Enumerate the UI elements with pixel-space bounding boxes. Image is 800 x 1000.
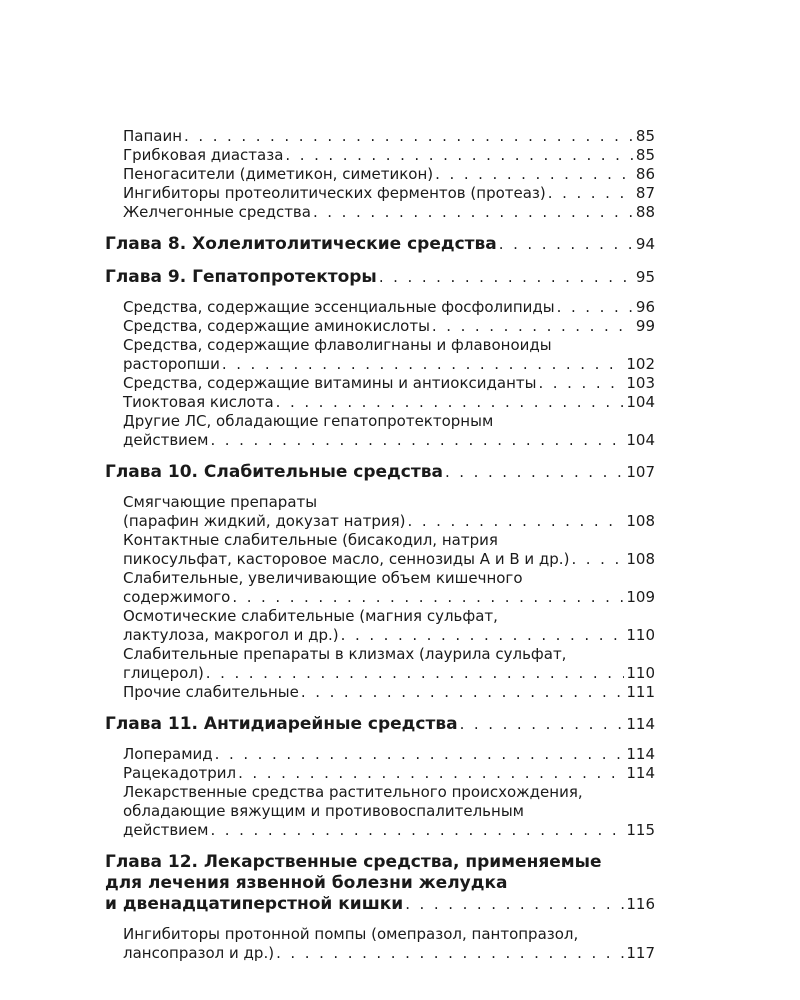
- toc-entry-title-line: Ингибиторы протонной помпы (омепразол, пантопразол,: [123, 925, 579, 943]
- toc-entry-title: расторопши: [123, 355, 220, 373]
- leader-dots: [341, 626, 625, 645]
- toc-entry[interactable]: [123, 493, 655, 531]
- toc-entry-page: 103: [626, 374, 655, 392]
- toc-entry-page: 108: [626, 550, 655, 568]
- toc-entry-title: действием: [123, 821, 209, 839]
- leader-dots: [301, 683, 624, 702]
- chapter-11-entries: [105, 745, 655, 840]
- toc-entry-title-line: обладающие вяжущим и противовоспалительным: [123, 802, 524, 820]
- toc-entry[interactable]: [123, 607, 655, 645]
- toc-entry-page: 85: [635, 146, 655, 164]
- chapter-title-line: Глава 12. Лекарственные средства, применяемые: [105, 852, 602, 872]
- table-of-contents: [105, 127, 655, 963]
- toc-entry-page: 99: [635, 317, 655, 335]
- toc-entry[interactable]: [123, 336, 655, 374]
- toc-entry[interactable]: [123, 764, 655, 783]
- chapter-7-tail: [105, 127, 655, 222]
- toc-entry-title: Тиоктовая кислота: [123, 393, 274, 411]
- chapter-title: Глава 10. Слабительные средства: [105, 462, 443, 482]
- toc-entry[interactable]: [123, 925, 655, 963]
- toc-entry-title-line: Слабительные, увеличивающие объем кишечного: [123, 569, 523, 587]
- chapter-11-heading[interactable]: [105, 714, 655, 735]
- chapter-title: Глава 11. Антидиарейные средства: [105, 714, 458, 734]
- toc-entry-page: 85: [635, 127, 655, 145]
- toc-entry[interactable]: [123, 298, 655, 317]
- toc-entry-page: 86: [635, 165, 655, 183]
- leader-dots: [222, 355, 625, 374]
- toc-entry-title: Пеногасители (диметикон, симетикон): [123, 165, 434, 183]
- chapter-page: 116: [626, 895, 655, 913]
- leader-dots: [379, 267, 634, 288]
- leader-dots: [499, 234, 634, 255]
- toc-entry-title: Рацекадотрил: [123, 764, 237, 782]
- toc-entry[interactable]: [123, 783, 655, 840]
- chapter-9-heading[interactable]: [105, 267, 655, 288]
- leader-dots: [548, 184, 634, 203]
- chapter-page: 95: [635, 268, 655, 286]
- toc-entry[interactable]: [123, 531, 655, 569]
- toc-entry-title-line: Контактные слабительные (бисакодил, натрия: [123, 531, 498, 549]
- chapter-12-entries: [105, 925, 655, 963]
- leader-dots: [538, 374, 624, 393]
- toc-entry-title-line: Смягчающие препараты: [123, 493, 318, 511]
- toc-entry-page: 111: [626, 683, 655, 701]
- toc-entry-title: лактулоза, макрогол и др.): [123, 626, 339, 644]
- leader-dots: [460, 714, 625, 735]
- toc-entry-title-line: Слабительные препараты в клизмах (лаурила сульфат,: [123, 645, 567, 663]
- toc-entry-page: 88: [635, 203, 655, 221]
- leader-dots: [432, 317, 634, 336]
- toc-entry-title: Средства, содержащие эссенциальные фосфолипиды: [123, 298, 555, 316]
- leader-dots: [407, 512, 624, 531]
- toc-entry[interactable]: [123, 165, 655, 184]
- chapter-9-entries: [105, 298, 655, 450]
- leader-dots: [445, 462, 624, 483]
- toc-entry-title: (парафин жидкий, докузат натрия): [123, 512, 406, 530]
- toc-entry-title-line: Другие ЛС, обладающие гепатопротекторным: [123, 412, 494, 430]
- toc-entry[interactable]: [123, 569, 655, 607]
- toc-entry-title: лансопразол и др.): [123, 944, 275, 962]
- toc-entry-page: 104: [626, 431, 655, 449]
- toc-entry[interactable]: [123, 317, 655, 336]
- toc-entry[interactable]: [123, 146, 655, 165]
- leader-dots: [571, 550, 624, 569]
- chapter-title-line: для лечения язвенной болезни желудка: [105, 873, 508, 893]
- toc-entry[interactable]: [123, 127, 655, 146]
- toc-entry[interactable]: [123, 412, 655, 450]
- toc-entry-page: 108: [626, 512, 655, 530]
- toc-entry[interactable]: [123, 683, 655, 702]
- toc-entry-title: Желчегонные средства: [123, 203, 311, 221]
- leader-dots: [557, 298, 634, 317]
- leader-dots: [184, 127, 634, 146]
- toc-entry-page: 115: [626, 821, 655, 839]
- chapter-8-heading[interactable]: [105, 234, 655, 255]
- chapter-page: 114: [626, 715, 655, 733]
- toc-entry-title: Грибковая диастаза: [123, 146, 284, 164]
- chapter-page: 94: [635, 235, 655, 253]
- toc-entry-page: 110: [626, 626, 655, 644]
- leader-dots: [276, 393, 625, 412]
- toc-entry-title: глицерол): [123, 664, 204, 682]
- leader-dots: [215, 745, 625, 764]
- leader-dots: [285, 146, 634, 165]
- toc-entry-title: Средства, содержащие витамины и антиоксиданты: [123, 374, 537, 392]
- toc-entry-title: Прочие слабительные: [123, 683, 299, 701]
- leader-dots: [206, 664, 625, 683]
- chapter-10-entries: [105, 493, 655, 702]
- toc-entry[interactable]: [123, 184, 655, 203]
- toc-entry[interactable]: [123, 374, 655, 393]
- leader-dots: [405, 894, 624, 915]
- leader-dots: [276, 944, 624, 963]
- toc-entry[interactable]: [123, 645, 655, 683]
- toc-entry-title: пикосульфат, касторовое масло, сеннозиды А и В и др.): [123, 550, 570, 568]
- chapter-12-heading[interactable]: [105, 852, 655, 915]
- toc-entry-title-line: Осмотические слабительные (магния сульфат,: [123, 607, 498, 625]
- toc-entry-title-line: Средства, содержащие флаволигнаны и флавоноиды: [123, 336, 552, 354]
- leader-dots: [210, 431, 624, 450]
- toc-entry-page: 114: [626, 764, 655, 782]
- toc-entry-title: действием: [123, 431, 209, 449]
- toc-entry-page: 96: [635, 298, 655, 316]
- leader-dots: [210, 821, 624, 840]
- toc-entry[interactable]: [123, 203, 655, 222]
- toc-entry-page: 117: [626, 944, 655, 962]
- chapter-title: Глава 8. Холелитолитические средства: [105, 234, 497, 254]
- chapter-title: Глава 9. Гепатопротекторы: [105, 267, 377, 287]
- leader-dots: [238, 764, 624, 783]
- toc-entry-page: 102: [626, 355, 655, 373]
- chapter-10-heading[interactable]: [105, 462, 655, 483]
- toc-entry-title: содержимого: [123, 588, 231, 606]
- leader-dots: [313, 203, 634, 222]
- leader-dots: [435, 165, 634, 184]
- chapter-page: 107: [626, 463, 655, 481]
- leader-dots: [232, 588, 624, 607]
- toc-entry[interactable]: [123, 745, 655, 764]
- toc-entry-page: 109: [626, 588, 655, 606]
- toc-entry-page: 114: [626, 745, 655, 763]
- toc-entry-page: 87: [635, 184, 655, 202]
- toc-entry[interactable]: [123, 393, 655, 412]
- toc-entry-page: 110: [626, 664, 655, 682]
- toc-entry-title: Лоперамид: [123, 745, 213, 763]
- chapter-title: и двенадцатиперстной кишки: [105, 894, 404, 914]
- toc-entry-title: Ингибиторы протеолитических ферментов (протеаз): [123, 184, 546, 202]
- toc-entry-page: 104: [626, 393, 655, 411]
- toc-entry-title-line: Лекарственные средства растительного происхождения,: [123, 783, 583, 801]
- toc-entry-title: Папаин: [123, 127, 183, 145]
- toc-entry-title: Средства, содержащие аминокислоты: [123, 317, 430, 335]
